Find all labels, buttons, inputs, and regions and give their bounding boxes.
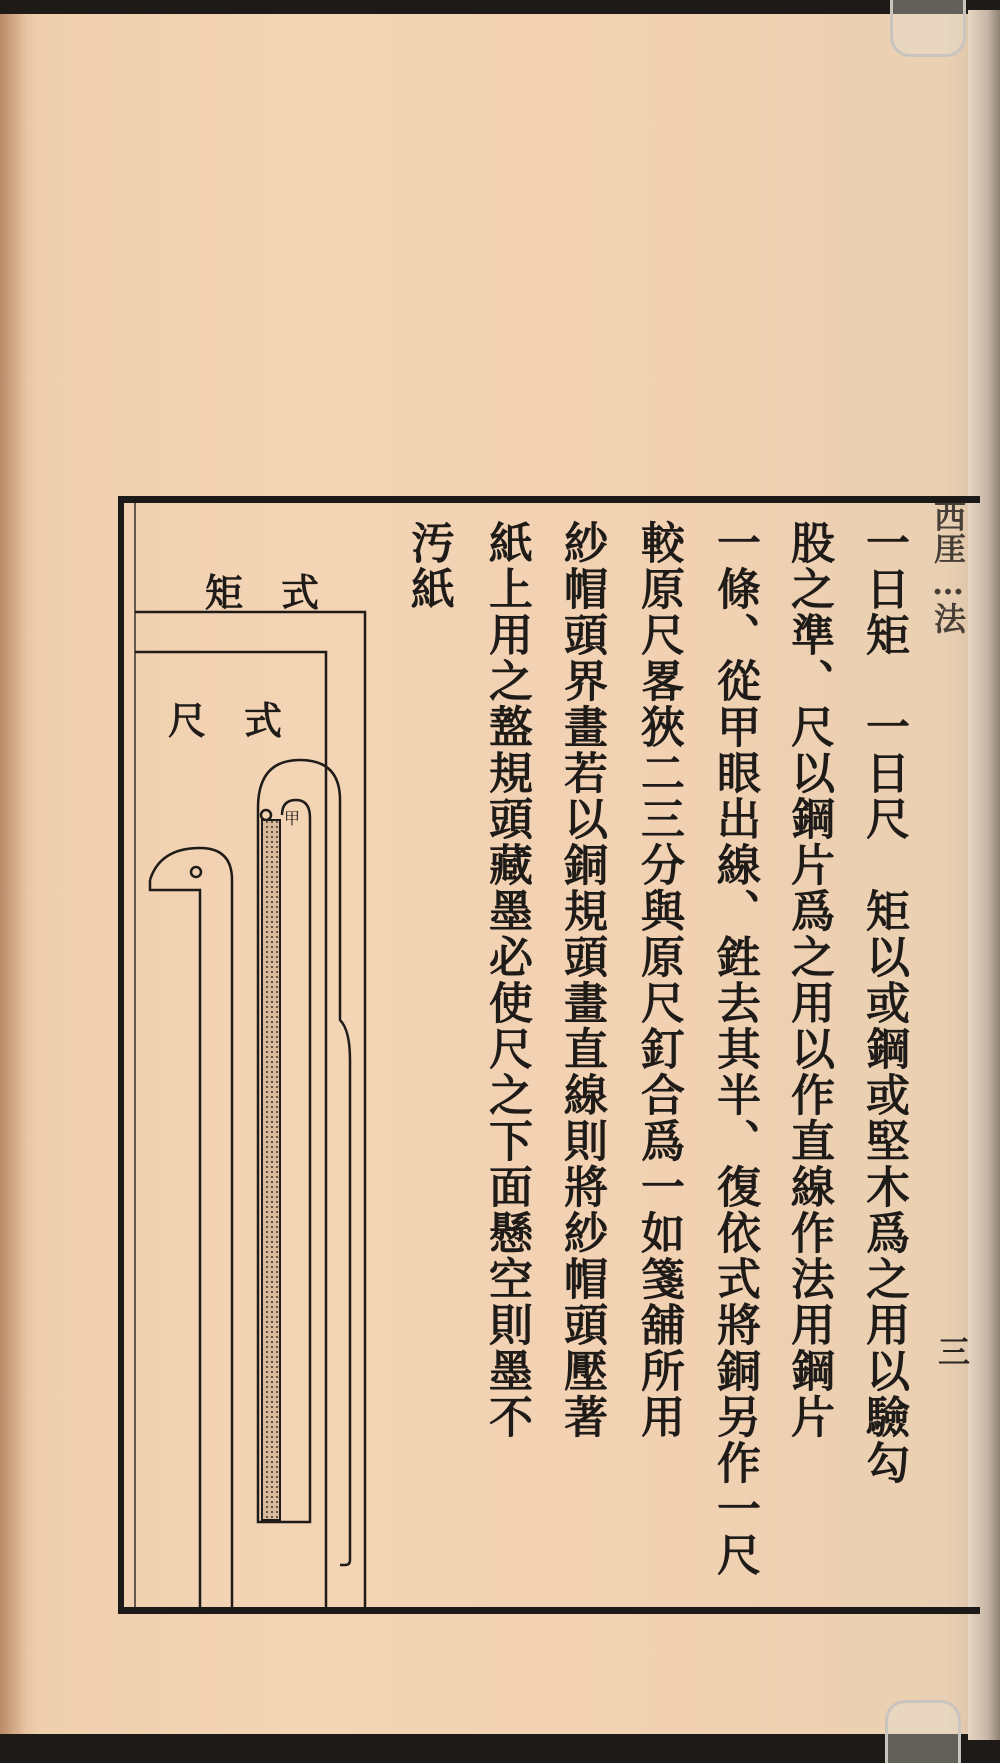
text-column-4: 較原尺畧狹二三分與原尺釘合爲一如箋舖所用 [633,520,684,1440]
text-column-5: 紗帽頭界畫若以銅規頭畫直線則將紗帽頭壓著 [556,520,607,1440]
mark-jia: 甲 [284,809,301,828]
carpenter-square-drawing [135,612,365,1612]
text-column-6: 紙上用之盩規頭藏墨必使尺之下面懸空則墨不 [481,520,532,1440]
running-title: 西厓…法 [929,500,967,634]
ruler-stipple-strip [262,820,280,1520]
label-ruler-figure: 尺式 [168,698,321,743]
text-column-7: 汚紙 [403,520,454,612]
label-square-figure: 矩式 [205,570,358,615]
text-column-3: 一條、從甲眼出線、鉎去其半、復依式將銅另作一尺 [709,520,760,1578]
page-number: 三 [933,1335,971,1367]
text-column-1: 一日矩 一日尺 矩以或鋼或堅木爲之用以驗勾 [858,520,909,1486]
ruler-drawing [150,760,350,1612]
text-column-2: 股之準、尺以鋼片爲之用以作直線作法用鋼片 [783,520,834,1440]
